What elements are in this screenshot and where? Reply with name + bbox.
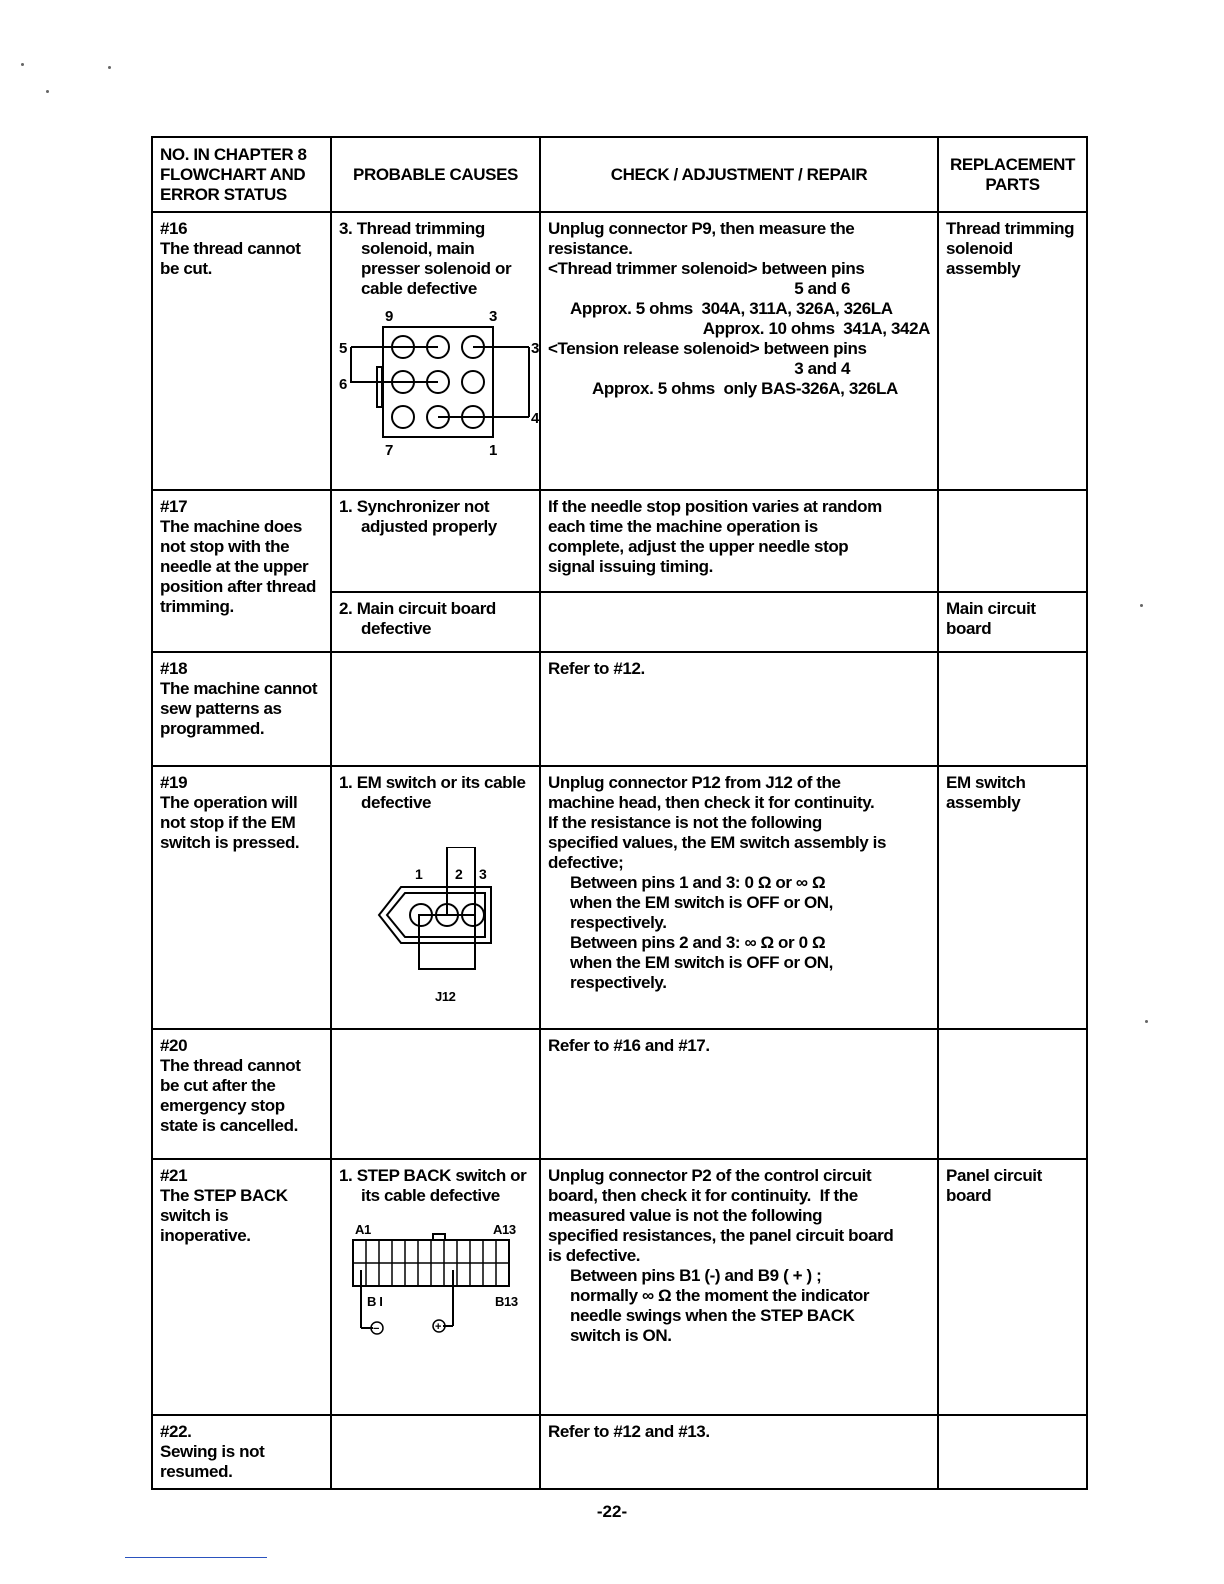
header-row [152, 137, 1087, 212]
check-line: Between pins 1 and 3: 0 Ω or ∞ Ω [570, 873, 826, 892]
row-status: The machine cannot sew patterns as programmed. [160, 679, 318, 738]
check-line: 3 and 4 [794, 359, 850, 378]
cause-cell [331, 490, 540, 592]
status-cell [152, 490, 331, 652]
check-line: complete, adjust the upper needle stop [548, 537, 849, 556]
check-line: Approx. 10 ohms 341A, 342A [702, 319, 930, 338]
check-line: is defective. [548, 1246, 641, 1265]
header-error-status: NO. IN CHAPTER 8 FLOWCHART AND ERROR STATUS [152, 137, 331, 212]
check-line: Unplug connector P12 from J12 of the [548, 773, 841, 792]
pin-label: 4 [531, 410, 539, 427]
cause-cell [331, 1159, 540, 1415]
check-line: specified values, the EM switch assembly is [548, 833, 887, 852]
pin-label: 9 [385, 308, 393, 325]
check-line: signal issuing timing. [548, 557, 713, 576]
parts-cell: EM switch assembly [938, 766, 1087, 1029]
parts-cell: Panel circuit board [938, 1159, 1087, 1415]
cause-text: 2. Main circuit board defective [339, 599, 496, 638]
pin-label: B13 [495, 1294, 518, 1309]
check-line: Refer to #12 and #13. [548, 1422, 710, 1441]
scan-speck [1145, 1020, 1148, 1023]
row-number: #16 [160, 219, 188, 238]
check-line: when the EM switch is OFF or ON, [570, 893, 834, 912]
pin-label: 2 [455, 866, 463, 882]
check-cell [540, 592, 938, 652]
check-line: Approx. 5 ohms 304A, 311A, 326A, 326LA [570, 299, 893, 318]
check-line: 5 and 6 [794, 279, 850, 298]
cause-text: 1. Synchronizer not adjusted properly [339, 497, 497, 536]
check-cell [540, 490, 938, 592]
cause-cell [331, 766, 540, 1029]
cause-cell [331, 592, 540, 652]
j12-connector-diagram [339, 847, 534, 1007]
check-line: machine head, then check it for continuity. [548, 793, 875, 812]
check-line: measured value is not the following [548, 1206, 823, 1225]
status-cell [152, 1029, 331, 1159]
check-cell [540, 1159, 938, 1415]
row-number: #20 [160, 1036, 188, 1055]
parts-cell [938, 1415, 1087, 1489]
header-probable-causes: PROBABLE CAUSES [331, 137, 540, 212]
check-cell [540, 1415, 938, 1489]
check-line: <Thread trimmer solenoid> between pins [548, 259, 865, 278]
check-line: resistance. [548, 239, 633, 258]
parts-cell [938, 1029, 1087, 1159]
row-status: The thread cannot be cut after the emergency stop state is cancelled. [160, 1056, 301, 1135]
check-line: Between pins 2 and 3: ∞ Ω or 0 Ω [570, 933, 826, 952]
status-cell [152, 1415, 331, 1489]
row-number: #22. [160, 1422, 192, 1441]
status-cell [152, 212, 331, 490]
cause-cell [331, 212, 540, 490]
check-line: each time the machine operation is [548, 517, 818, 536]
pin-label: 1 [489, 442, 497, 457]
row-number: #17 [160, 497, 188, 516]
plus-sign: + [435, 1321, 442, 1333]
table-row [152, 652, 1087, 766]
check-line: Approx. 5 ohms only BAS-326A, 326LA [592, 379, 898, 398]
row-status: Sewing is not resumed. [160, 1442, 265, 1481]
parts-cell: Main circuit board [938, 592, 1087, 652]
check-line: board, then check it for continuity. If the [548, 1186, 858, 1205]
parts-cell [938, 652, 1087, 766]
row-status: The operation will not stop if the EM switch is pressed. [160, 793, 300, 852]
row-status: The thread cannot be cut. [160, 239, 301, 278]
check-line: If the needle stop position varies at random [548, 497, 882, 516]
table-row [152, 1029, 1087, 1159]
cause-text: 3. Thread trimming solenoid, main presser solenoid or cable defective [339, 219, 512, 298]
check-line: switch is ON. [570, 1326, 672, 1345]
check-line: If the resistance is not the following [548, 813, 822, 832]
check-line: Unplug connector P9, then measure the [548, 219, 855, 238]
pin-label: A1 [355, 1222, 371, 1237]
check-cell [540, 1029, 938, 1159]
scan-speck [108, 66, 111, 69]
table-row [152, 490, 1087, 592]
status-cell [152, 1159, 331, 1415]
pin-label: 3 [489, 308, 497, 325]
check-line: specified resistances, the panel circuit board [548, 1226, 894, 1245]
table-row [152, 766, 1087, 1029]
status-cell [152, 766, 331, 1029]
connector-label: J12 [435, 989, 456, 1004]
p2-connector-diagram [339, 1220, 529, 1340]
cause-text: 1. STEP BACK switch or its cable defective [339, 1166, 527, 1205]
p9-connector-diagram [339, 307, 539, 457]
check-cell [540, 766, 938, 1029]
scan-speck [1140, 604, 1143, 607]
check-line: normally ∞ Ω the moment the indicator [570, 1286, 870, 1305]
check-line: Between pins B1 (-) and B9 ( + ) ; [570, 1266, 822, 1285]
troubleshooting-table [151, 136, 1088, 1490]
scan-speck [21, 63, 24, 66]
status-cell [152, 652, 331, 766]
header-check-adjustment-repair: CHECK / ADJUSTMENT / REPAIR [540, 137, 938, 212]
cause-cell [331, 1029, 540, 1159]
check-line: respectively. [570, 973, 667, 992]
check-line: when the EM switch is OFF or ON, [570, 953, 834, 972]
pin-label: 3 [479, 866, 487, 882]
row-number: #19 [160, 773, 188, 792]
cause-cell [331, 1415, 540, 1489]
pin-label: B I [367, 1294, 383, 1309]
scan-speck [46, 90, 49, 93]
row-status: The STEP BACK switch is inoperative. [160, 1186, 288, 1245]
check-line: <Tension release solenoid> between pins [548, 339, 867, 358]
header-replacement-parts: REPLACEMENT PARTS [938, 137, 1087, 212]
pin-label: A13 [493, 1222, 516, 1237]
table-row [152, 1415, 1087, 1489]
parts-cell: Thread trimming solenoid assembly [938, 212, 1087, 490]
cause-text: 1. EM switch or its cable defective [339, 773, 526, 812]
pin-label: 6 [339, 376, 347, 393]
row-number: #21 [160, 1166, 188, 1185]
minus-sign: − [373, 1323, 380, 1335]
row-number: #18 [160, 659, 188, 678]
check-cell [540, 652, 938, 766]
pin-label: 7 [385, 442, 393, 457]
pin-label: 5 [339, 340, 347, 357]
check-line: defective; [548, 853, 624, 872]
check-line: Refer to #16 and #17. [548, 1036, 710, 1055]
table-row [152, 212, 1087, 490]
scan-artifact-line [125, 1557, 267, 1558]
pin-label: 1 [415, 866, 423, 882]
table-row [152, 1159, 1087, 1415]
page-number: -22- [596, 1502, 628, 1521]
check-line: Refer to #12. [548, 659, 645, 678]
parts-cell [938, 490, 1087, 592]
check-cell [540, 212, 938, 490]
check-line: needle swings when the STEP BACK [570, 1306, 855, 1325]
check-line: Unplug connector P2 of the control circuit [548, 1166, 872, 1185]
check-line: respectively. [570, 913, 667, 932]
cause-cell [331, 652, 540, 766]
row-status: The machine does not stop with the needle at the upper position after thread trimming. [160, 517, 316, 616]
pin-label: 3 [531, 340, 539, 357]
